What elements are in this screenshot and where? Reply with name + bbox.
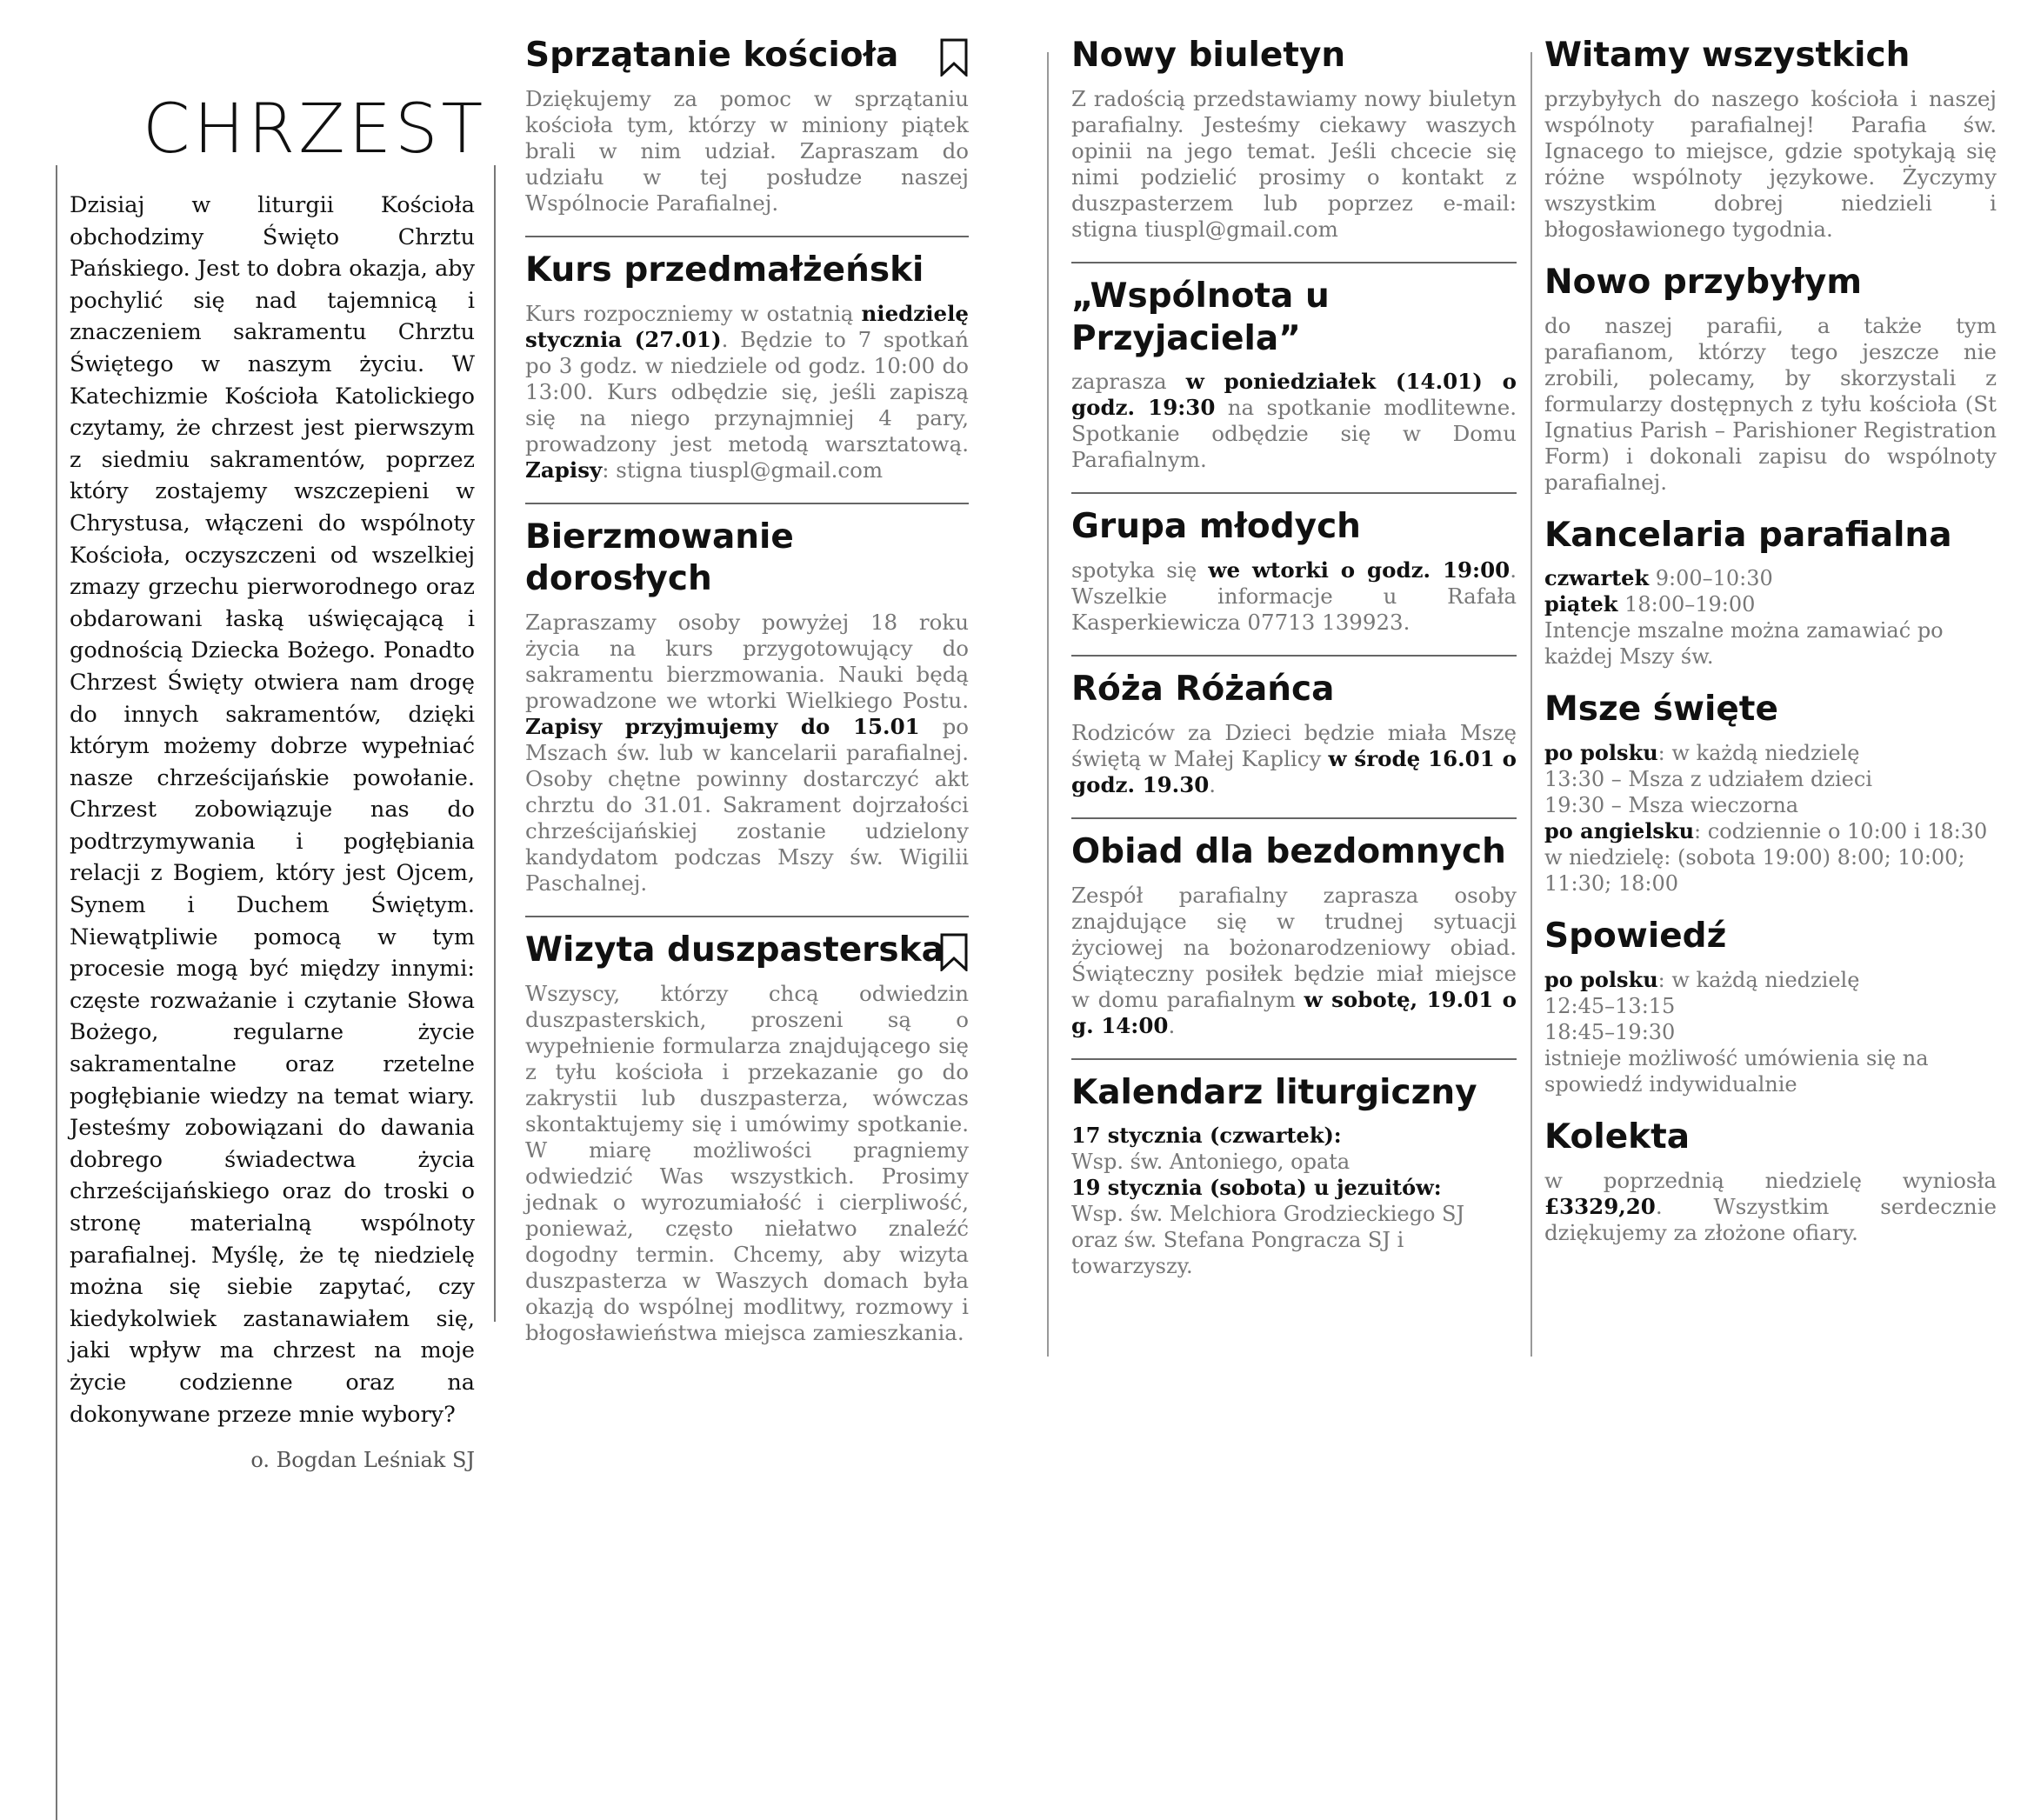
section-marriage-course	[525, 250, 969, 504]
confession-note: istnieje możliwość umówienia się na spowiedź indywidualnie	[1544, 1045, 1929, 1097]
section-newcomers	[1544, 262, 1997, 508]
office-hours: piątek 18:00–19:00	[1544, 591, 1756, 617]
announcements-column-3	[1544, 35, 1997, 1277]
section-title: Obiad dla bezdomnych	[1071, 831, 1506, 871]
page-title: CHRZEST	[143, 90, 487, 169]
mass-schedule: 19:30 – Msza wieczorna	[1544, 793, 1799, 817]
section-title: Msze święte	[1544, 690, 1778, 730]
section-title: Spowiedź	[1544, 917, 1727, 956]
section-title: Kalendarz liturgiczny	[1071, 1072, 1477, 1112]
section-community	[1071, 276, 1517, 495]
section-title: Kancelaria parafialna	[1544, 515, 1952, 555]
section-title: Grupa młodych	[1071, 507, 1361, 547]
column-rule	[494, 165, 496, 1322]
section-masses	[1544, 689, 1997, 909]
mass-schedule: po angielsku: codziennie o 10:00 i 18:30 w niedzielę: (sobota 19:00) 8:00; 10:00; 11:30; 18:00	[1544, 818, 1988, 896]
announcements-column-1	[525, 35, 969, 1377]
section-collection	[1544, 1117, 1997, 1265]
section-text: Zapraszamy osoby powyżej 18 roku życia na kurs przygotowujący do sakramentu bierzmowania. Nauki będą prowadzone we wtorki Wielkiego Postu. Zapisy przyjmujemy do 15.01 po Mszach św. lub w kancelarii parafialnej. Osoby chętne powinny dostarczyć akt chrztu do 31.01. Sakrament dojrzałości chrześcijańskiej zostanie udzielony kandydatom podczas Mszy św. Wigilii Paschalnej.	[525, 610, 969, 896]
section-text: Kurs rozpoczniemy w ostatnią niedzielę stycznia (27.01). Będzie to 7 spotkań po 3 godz. w niedziele od godz. 10:00 do 13:00. Kurs odbędzie się, jeśli zapiszą się na niego przynajmniej 4 pary, prowadzony jest metodą warsztatową. Zapisy: stigna tiuspl@gmail.com	[525, 300, 969, 483]
section-confession	[1544, 916, 1997, 1110]
mass-schedule: 13:30 – Msza z udziałem dzieci	[1544, 767, 1872, 791]
baptism-column	[56, 90, 487, 1473]
confession-schedule: 18:45–19:30	[1544, 1019, 1676, 1044]
section-title: Kolekta	[1544, 1117, 1691, 1157]
announcements-column-2	[1071, 35, 1517, 1310]
section-welcome	[1544, 35, 1997, 255]
confession-schedule: 12:45–13:15	[1544, 993, 1676, 1018]
section-title: Róża Różańca	[1071, 670, 1335, 709]
section-text: do naszej parafii, a także tym parafianom, którzy tego jeszcze nie zrobili, polecamy, by skorzystali z formularzy dostępnych z tyłu kościoła (St Ignatius Parish – Parishioner Registration Form) i dokonali zapisu do wspólnoty parafialnej.	[1544, 312, 1997, 495]
column-divider	[1047, 52, 1049, 1357]
section-text: Dziękujemy za pomoc w sprzątaniu kościoła tym, którzy w miniony piątek brali w nim udział. Zapraszam do udziału w tej posłudze naszej Wspólnocie Parafialnej.	[525, 85, 969, 216]
mass-schedule: po polsku: w każdą niedzielę	[1544, 740, 1860, 765]
section-title: Sprzątanie kościoła	[525, 36, 899, 75]
section-text: Zespół parafialny zaprasza osoby znajdujące się w trudnej sytuacji życiowej na bożonarodzeniowy obiad. Świąteczny posiłek będzie miał miejsce w domu parafialnym w sobotę, 19.01 o g. 14:00.	[1071, 882, 1517, 1038]
section-text: przybyłych do naszego kościoła i naszej wspólnoty parafialnej! Parafia św. Ignacego to miejsce, gdzie spotykają się różne wspólnoty językowe. Życzymy wszystkim dobrej niedzieli i błogosławionego tygodnia.	[1544, 85, 1997, 242]
section-text: Wszyscy, którzy chcą odwiedzin duszpasterskich, proszeni są o wypełnienie formularza znajdującego się z tyłu kościoła i przekazanie go do zakrystii lub duszpasterza, wówczas skontaktujemy się i umówimy spotkanie. W miarę możliwości pragniemy odwiedzić Was wszystkich. Prosimy jednak o wyrozumiałość i cierpliwość, ponieważ, często niełatwo znaleźć dogodny termin. Chcemy, aby wizyta duszpasterza w Waszych domach była okazją do wspólnej modlitwy, rozmowy i błogosławieństwa miejsca zamieszkania.	[525, 980, 969, 1345]
article-body: Dzisiaj w liturgii Kościoła obchodzimy Święto Chrztu Pańskiego. Jest to dobra okazja, aby pochylić się nad tajemnicą i znaczeniem sakramentu Chrztu Świętego w naszym życiu. W Katechizmie Kościoła Katolickiego czytamy, że chrzest jest pierwszym z siedmiu sakramentów, poprzez który zostajemy wszczepieni w Chrystusa, włączeni do wspólnoty Kościoła, oczyszczeni od wszelkiej zmazy grzechu pierworodnego oraz obdarowani łaską uświęcającą i godnością Dziecka Bożego. Ponadto Chrzest Święty otwiera nam drogę do innych sakramentów, dzięki którym możemy dobrze wypełniać nasze chrześcijańskie powołanie. Chrzest zobowiązuje nas do podtrzymywania i pogłębiania relacji z Bogiem, który jest Ojcem, Synem i Duchem Świętym. Niewątpliwie pomocą w tym procesie mogą być między innymi: częste rozważanie i czytanie Słowa Bożego, regularne życie sakramentalne oraz rzetelne pogłębianie wiedzy na temat wiary. Jesteśmy zobowiązani do dawania dobrego świadectwa życia chrześcijańskiego oraz do troski o stronę materialną wspólnoty parafialnej. Myślę, że tę niedzielę można się siebie zapytać, czy kiedykolwiek zastanawiałem się, jaki wpływ ma chrzest na moje życie codzienne oraz na dokonywane przeze mnie wybory?	[70, 192, 475, 1428]
section-title: Witamy wszystkich	[1544, 36, 1911, 75]
calendar-entry: Wsp. św. Melchiora Grodzieckiego SJ oraz św. Stefana Pongracza SJ i towarzyszy.	[1071, 1202, 1465, 1279]
column-divider	[1531, 52, 1532, 1357]
article-signature: o. Bogdan Leśniak SJ	[250, 1448, 475, 1473]
office-hours: czwartek 9:00–10:30	[1544, 565, 1773, 591]
bookmark-icon[interactable]	[939, 933, 969, 975]
section-youth-group	[1071, 506, 1517, 657]
column-rule	[56, 165, 57, 1820]
section-church-cleaning	[525, 35, 969, 237]
section-text: spotyka się we wtorki o godz. 19:00. Wszelkie informacje u Rafała Kasperkiewicza 07713 139923.	[1071, 557, 1517, 635]
section-title: Bierzmowanie dorosłych	[525, 517, 794, 599]
section-text: w poprzednią niedzielę wyniosła £3329,20. Wszystkim serdecznie dziękujemy za złożone ofiary.	[1544, 1167, 1997, 1245]
section-rosary	[1071, 669, 1517, 819]
section-parish-office	[1544, 515, 1997, 683]
calendar-date: 19 stycznia (sobota) u jezuitów:	[1071, 1175, 1442, 1201]
section-title: Nowo przybyłym	[1544, 262, 1862, 302]
section-title: Kurs przedmałżeński	[525, 250, 924, 290]
section-adult-confirmation	[525, 517, 969, 918]
bookmark-icon[interactable]	[939, 38, 969, 80]
confession-schedule: po polsku: w każdą niedzielę	[1544, 966, 1860, 992]
section-text: Z radością przedstawiamy nowy biuletyn parafialny. Jesteśmy ciekawy waszych opinii na jego temat. Jeśli chcecie się nimi podzielić prosimy o kontakt z duszpasterzem lub poprzez e-mail: stigna tiuspl@gmail.com	[1071, 85, 1517, 242]
office-note: Intencje mszalne można zamawiać po każdej Mszy św.	[1544, 618, 1944, 670]
calendar-date: 17 stycznia (czwartek):	[1071, 1123, 1342, 1149]
section-liturgical-calendar	[1071, 1072, 1517, 1299]
section-text: zaprasza w poniedziałek (14.01) o godz. 19:30 na spotkanie modlitewne. Spotkanie odbędzie się w Domu Parafialnym.	[1071, 369, 1517, 473]
section-title: Wizyta duszpasterska	[525, 930, 944, 970]
section-homeless-dinner	[1071, 831, 1517, 1060]
section-text: Rodziców za Dzieci będzie miała Mszę świętą w Małej Kaplicy w środę 16.01 o godz. 19.30.	[1071, 719, 1517, 797]
section-title: Nowy biuletyn	[1071, 36, 1346, 75]
section-new-bulletin	[1071, 35, 1517, 263]
calendar-entry: Wsp. św. Antoniego, opata	[1071, 1150, 1350, 1175]
section-title: „Wspólnota u Przyjaciela”	[1071, 276, 1330, 358]
section-pastoral-visit	[525, 930, 969, 1365]
